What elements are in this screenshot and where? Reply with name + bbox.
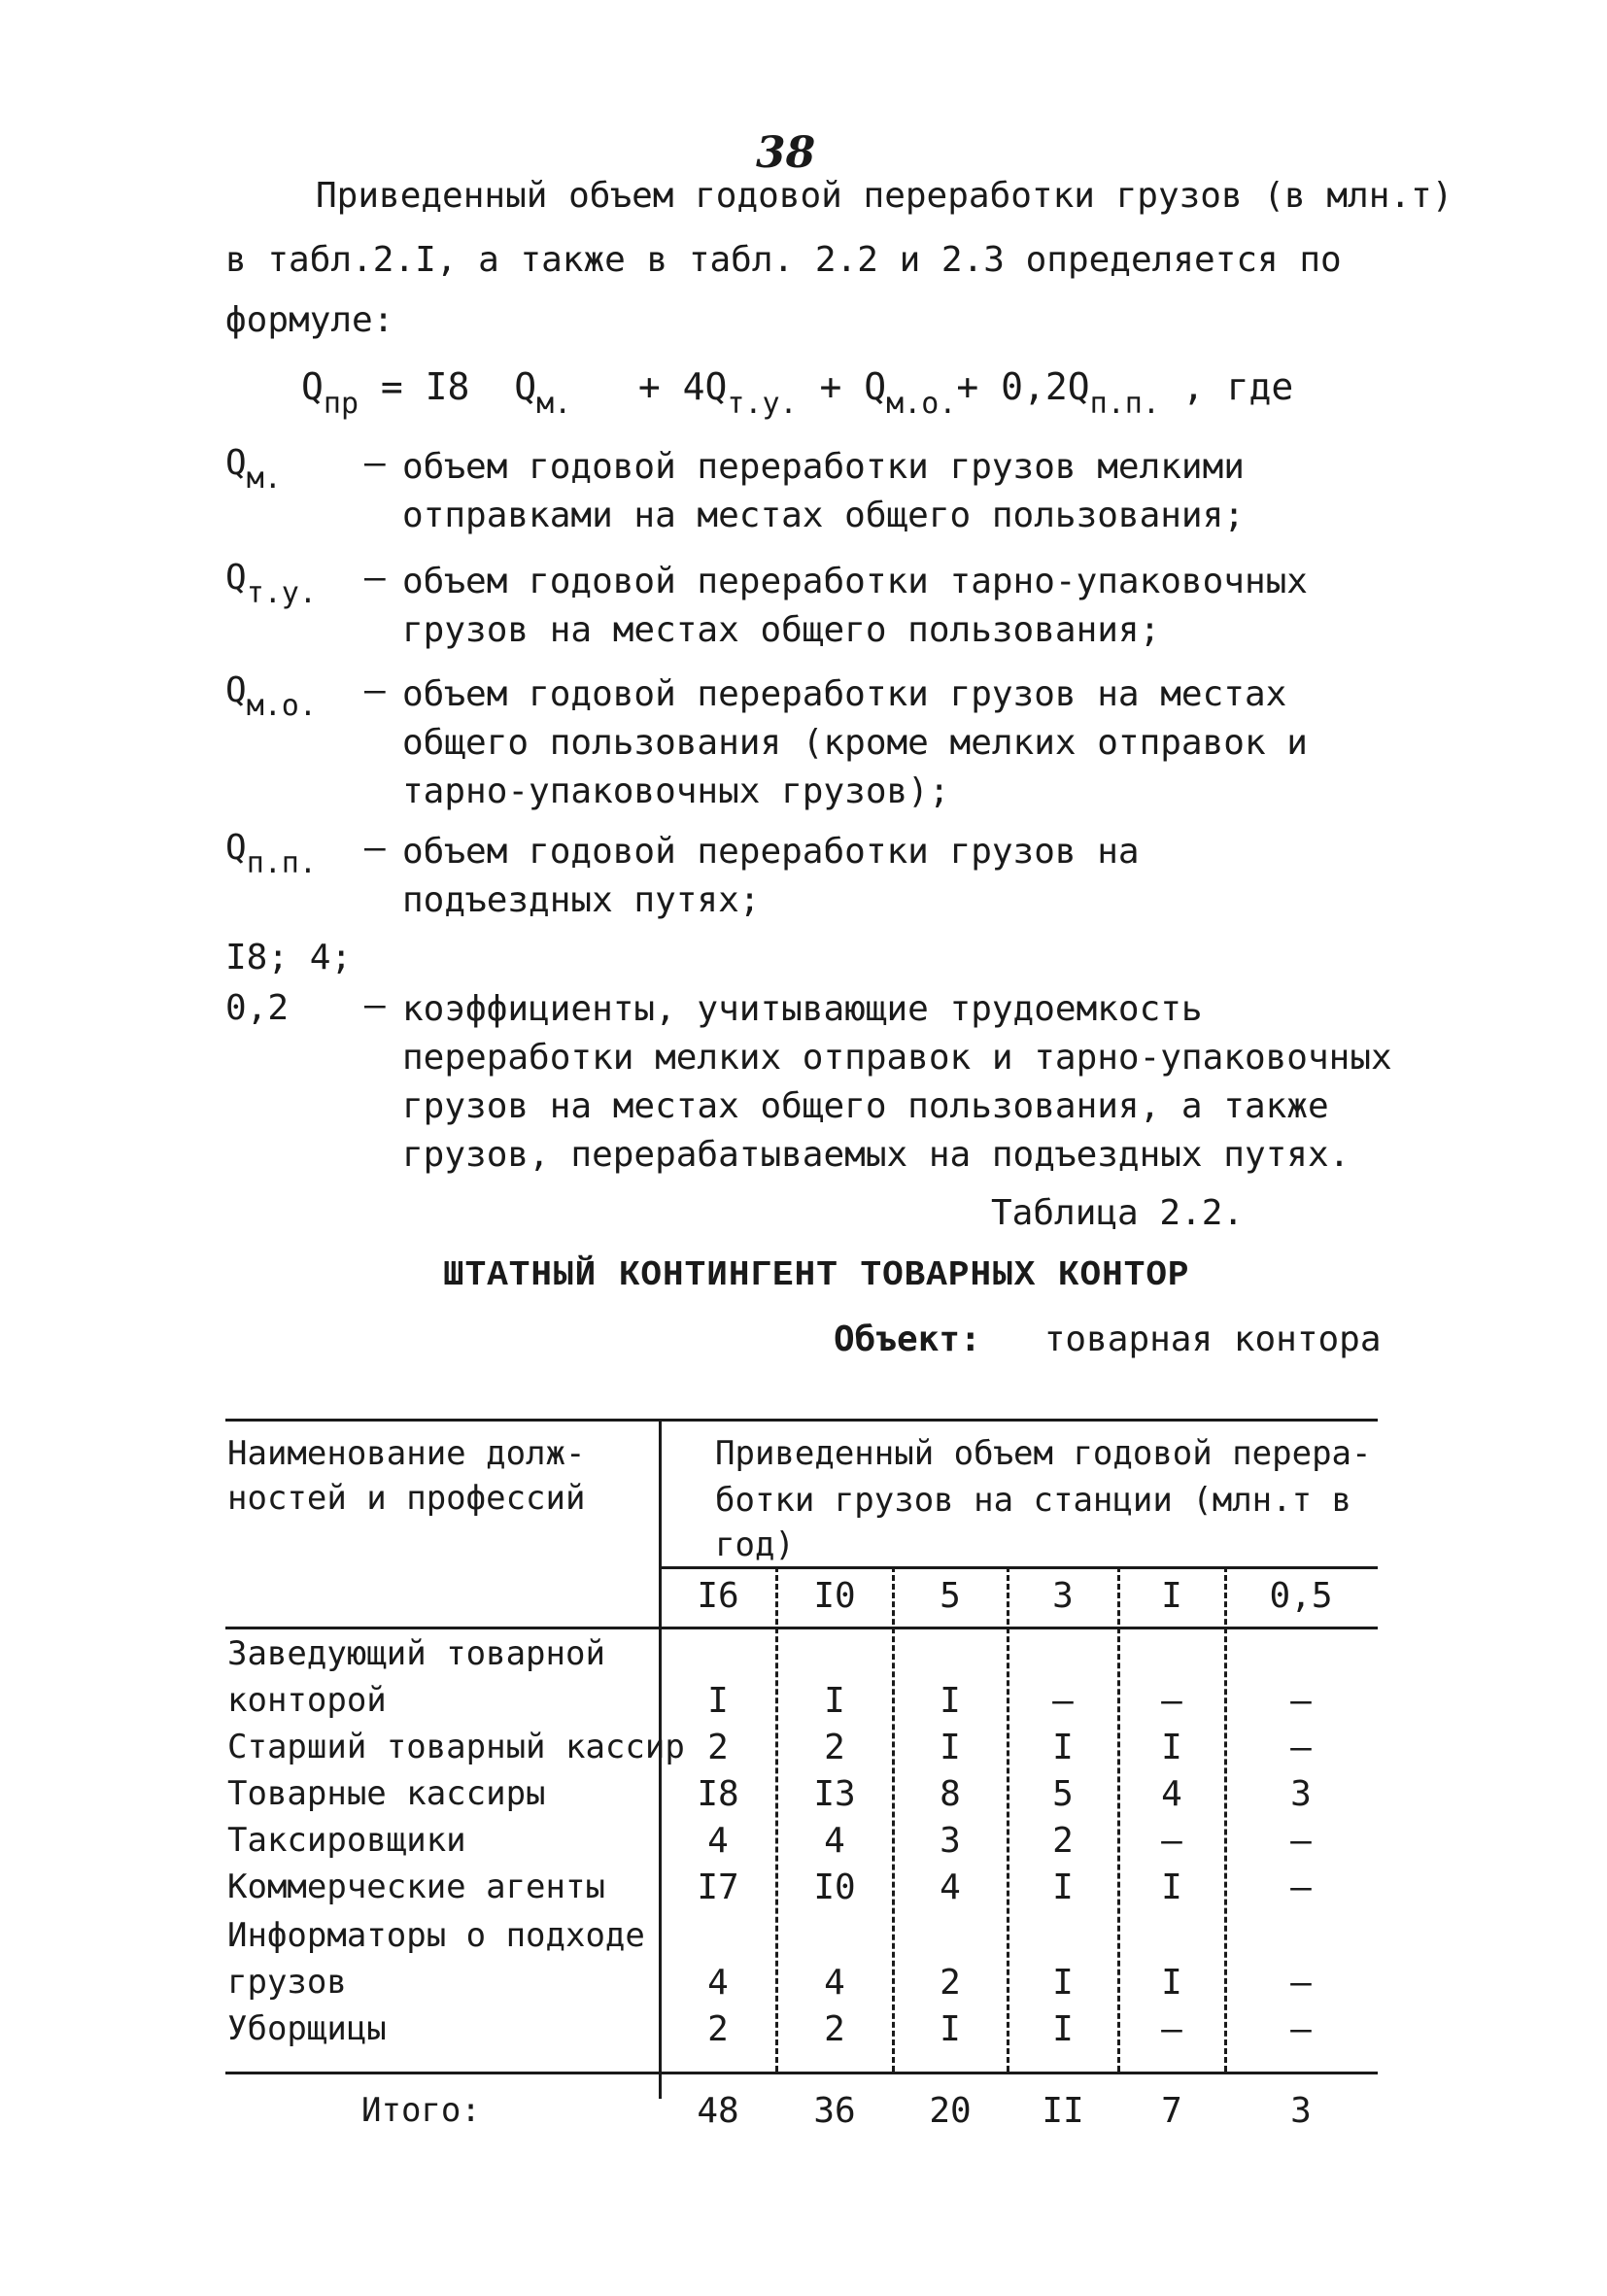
table-cell: 2	[707, 2009, 729, 2049]
table-cell: 8	[940, 1774, 961, 1814]
def-3-symbol: $Q_{м.о.}$	[225, 670, 317, 723]
table-cell: –	[1290, 1963, 1312, 2003]
row-label-1a: Заведующий товарной	[227, 1634, 605, 1673]
col1-header-line-2: ностей и профессий	[227, 1479, 586, 1518]
col-divider-3	[1007, 1566, 1009, 2072]
formula-eq: = I8	[380, 365, 470, 408]
table-cell: 2	[707, 1728, 729, 1767]
table-cell: –	[1290, 2009, 1312, 2049]
table-cell: I	[940, 1681, 961, 1721]
col-header-1: I	[1161, 1576, 1182, 1616]
def-1-text: объем годовой переработки грузов мелкими отправками на местах общего пользования;	[402, 447, 1245, 535]
total-cell: 48	[697, 2091, 739, 2131]
object-label: Объект:	[834, 1319, 981, 1359]
table-cell: I	[940, 1728, 961, 1767]
def-1-symbol: $Q_{м.}$	[225, 443, 282, 496]
table-cell: 2	[824, 1728, 845, 1767]
table-cell: 4	[707, 1963, 729, 2003]
table-cell: 3	[940, 1821, 961, 1861]
table-cell: I	[940, 2009, 961, 2049]
formula-sub-mo: м.о.	[886, 387, 957, 421]
table-cell: I3	[813, 1774, 856, 1814]
table-cell: –	[1290, 1728, 1312, 1767]
table-cell: I0	[813, 1868, 856, 1907]
formula-plus-q: + Q	[819, 365, 887, 408]
col-divider-1	[775, 1566, 778, 2072]
col-header-5: 5	[940, 1576, 961, 1616]
row-label-4: Таксировщики	[227, 1821, 466, 1860]
coef-symbols-2: 0,2	[225, 988, 290, 1028]
formula-sub-m: м.	[536, 387, 572, 421]
table-cell: 4	[824, 1963, 845, 2003]
def-4-text: объем годовой переработки грузов на подъездных путях;	[402, 832, 1140, 920]
formula-sub-pr: пр	[323, 387, 359, 421]
table-cell: 5	[1052, 1774, 1074, 1814]
table-cell: I	[707, 1681, 729, 1721]
page-number: 38	[756, 128, 816, 178]
row-label-2: Старший товарный кассир	[227, 1728, 685, 1766]
table-cell: I	[1161, 1728, 1182, 1767]
table-cell: 2	[824, 2009, 845, 2049]
total-cell: 20	[929, 2091, 972, 2131]
col-divider-5	[1224, 1566, 1227, 2072]
def-1-dash: –	[364, 443, 386, 483]
def-4-symbol: $Q_{п.п.}$	[225, 828, 317, 880]
table-cell: I	[1161, 1868, 1182, 1907]
formula-sub-tu: т.у.	[727, 387, 798, 421]
table-columns-rule	[659, 1566, 1378, 1569]
coef-symbols-1: I8; 4;	[225, 938, 353, 977]
table-cell: 4	[1161, 1774, 1182, 1814]
coef-dash: –	[364, 985, 386, 1025]
table-cell: –	[1161, 1681, 1182, 1721]
table-cell: –	[1052, 1681, 1074, 1721]
def-2-text: объем годовой переработки тарно-упаковочных грузов на местах общего пользования;	[402, 562, 1308, 650]
def-3-text: объем годовой переработки грузов на местах общего пользования (кроме мелких отправок и тарно-упаковочных грузов);	[402, 674, 1308, 811]
row-label-5: Коммерческие агенты	[227, 1868, 605, 1906]
table-cell: I	[824, 1681, 845, 1721]
formula-plus-4q: + 4Q	[637, 365, 728, 408]
table-cell: 2	[940, 1963, 961, 2003]
table-top-rule	[225, 1419, 1378, 1422]
total-cell: 7	[1161, 2091, 1182, 2131]
formula-q: Q	[301, 365, 324, 408]
table-cell: I	[1052, 1868, 1074, 1907]
total-cell: 3	[1290, 2091, 1312, 2131]
table-cell: 2	[1052, 1821, 1074, 1861]
formula-sub-pp: п.п.	[1089, 387, 1160, 421]
col1-header-line-1: Наименование долж-	[227, 1434, 586, 1473]
table-bottom-rule	[225, 2072, 1378, 2074]
table-cell: –	[1161, 2009, 1182, 2049]
table-cell: –	[1290, 1821, 1312, 1861]
col-header-16: I6	[697, 1576, 739, 1616]
table-cell: 4	[707, 1821, 729, 1861]
col-divider-2	[892, 1566, 895, 2072]
table-cell: 4	[824, 1821, 845, 1861]
table-cell: 4	[940, 1868, 961, 1907]
table-caption: Таблица 2.2.	[991, 1193, 1245, 1233]
table-cell: I8	[697, 1774, 739, 1814]
row-label-6a: Информаторы о подходе	[227, 1916, 645, 1955]
total-cell: 36	[813, 2091, 856, 2131]
table-header-rule	[225, 1627, 1378, 1629]
table-cell: 3	[1290, 1774, 1312, 1814]
def-4-dash: –	[364, 828, 386, 868]
formula	[301, 365, 1294, 421]
formula-plus-02q: + 0,2Q	[956, 365, 1090, 408]
table-title: ШТАТНЫЙ КОНТИНГЕНТ ТОВАРНЫХ КОНТОР	[443, 1255, 1190, 1295]
def-2-symbol: $Q_{т.у.}$	[225, 558, 317, 610]
row-label-7: Уборщицы	[227, 2009, 387, 2048]
table-cell: –	[1290, 1681, 1312, 1721]
total-cell: II	[1042, 2091, 1084, 2131]
table-cell: I	[1161, 1963, 1182, 2003]
col-header-05: 0,5	[1269, 1576, 1333, 1616]
group-header-line-2: ботки грузов на станции (млн.т в	[715, 1481, 1352, 1520]
row-label-6b: грузов	[227, 1963, 347, 2002]
object-line	[834, 1319, 1382, 1359]
def-2-dash: –	[364, 558, 386, 598]
intro-line-3: формуле:	[225, 300, 394, 340]
row-label-3: Товарные кассиры	[227, 1774, 546, 1813]
def-3-dash: –	[364, 670, 386, 710]
table-cell: –	[1161, 1821, 1182, 1861]
table-cell: I	[1052, 2009, 1074, 2049]
group-header-line-3: год)	[715, 1525, 795, 1564]
row-label-1b: конторой	[227, 1681, 387, 1720]
formula-where: , где	[1181, 365, 1294, 408]
formula-q-m: Q	[514, 365, 537, 408]
object-value: товарная контора	[1043, 1319, 1382, 1359]
intro-line-2: в табл.2.I, а также в табл. 2.2 и 2.3 определяется по	[225, 240, 1342, 280]
intro-line-1: Приведенный объем годовой переработки грузов (в млн.т)	[316, 176, 1453, 216]
col-header-10: I0	[813, 1576, 856, 1616]
col-divider-4	[1117, 1566, 1120, 2072]
coef-text: коэффициенты, учитывающие трудоемкость переработки мелких отправок и тарно-упаковочных грузов на местах общего пользования, а также грузов, перерабатываемых на подъездных путях.	[402, 989, 1392, 1175]
table-cell: I	[1052, 1728, 1074, 1767]
col-header-3: 3	[1052, 1576, 1074, 1616]
group-header-line-1: Приведенный объем годовой перера-	[715, 1434, 1372, 1473]
table-cell: I7	[697, 1868, 739, 1907]
total-label: Итого:	[361, 2091, 481, 2130]
table-cell: I	[1052, 1963, 1074, 2003]
table-cell: –	[1290, 1868, 1312, 1907]
